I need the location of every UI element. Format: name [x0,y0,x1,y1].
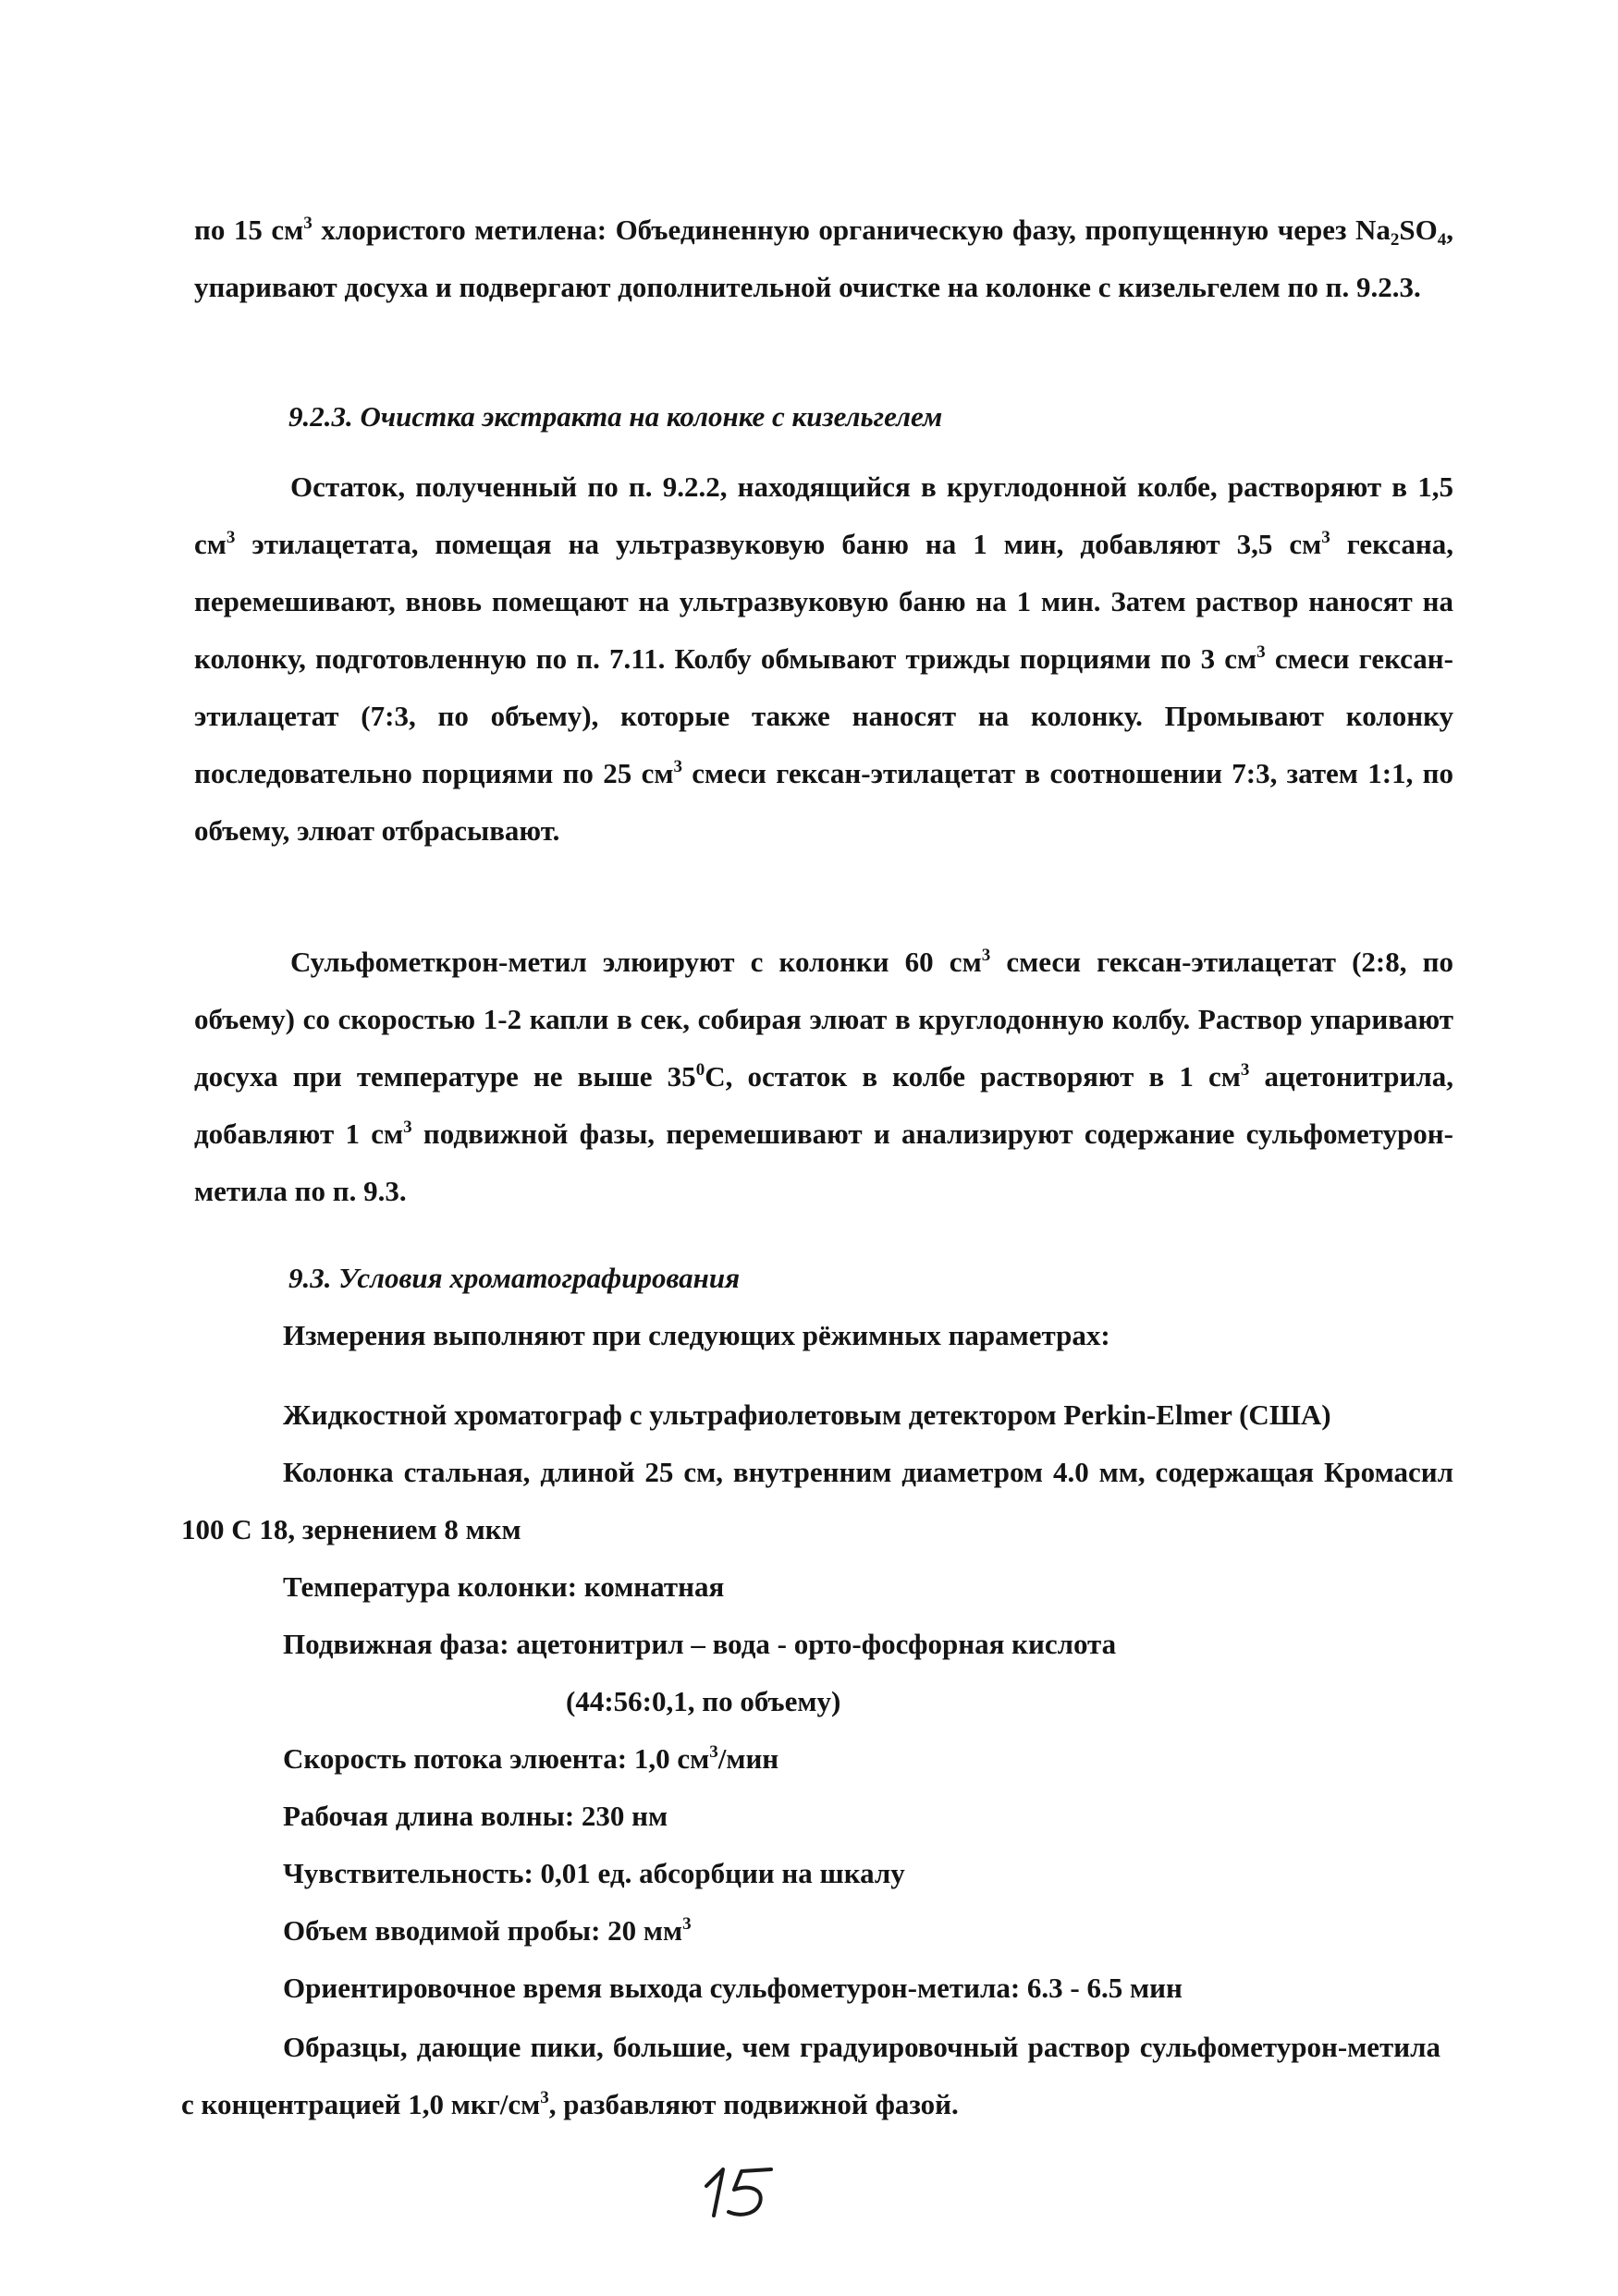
text-segment: по 15 см [194,214,304,246]
text-segment: гексана, перемешивают, вновь помещают на ультразвуковую баню на 1 мин. Затем раствор наносят на колонку, подготовленную по п. 7.11. Колбу обмывают трижды порциями по 3 см [194,528,1453,675]
superscript: 3 [1256,642,1266,662]
text-segment: Образцы, дающие пики, большие, чем градуировочный раствор сульфометурон-метила с концентрацией 1,0 мкг/см [181,2031,1440,2120]
conditions-intro: Измерения выполняют при следующих рёжимных параметрах: [283,1319,1110,1351]
superscript: 0 [695,1060,705,1080]
text-segment: хлористого метилена: Объединенную органическую фазу, пропущенную через Na [312,214,1391,246]
superscript: 3 [226,528,236,547]
wavelength-line: Рабочая длина волны: 230 нм [283,1800,668,1832]
injection-volume-line [283,1902,692,1960]
mobile-phase-line: Подвижная фаза: ацетонитрил – вода - орто-фосфорная кислота [283,1628,1117,1660]
text-segment: Объем вводимой пробы: 20 мм [283,1914,683,1947]
subscript: 4 [1437,230,1447,250]
mobile-phase-ratio-line: (44:56:0,1, по объему) [566,1685,841,1717]
text-segment: смеси гексан-этилацетат (2:8, по объему) со скоростью 1-2 капли в сек, собирая элюат в круглодонную колбу. Раствор упаривают досуха при температуре не выше 35 [194,946,1453,1093]
flow-rate-line [283,1730,778,1788]
text-segment: С, остаток в колбе растворяют в 1 см [705,1060,1241,1093]
paragraph-continuation [194,202,1453,316]
section-heading-9-2-3: 9.2.3. Очистка экстракта на колонке с кизельгелем [288,400,943,433]
page-number-stroke-5 [729,2169,771,2215]
page-number-stroke-1 [706,2169,723,2216]
superscript: 3 [303,214,313,233]
superscript: 3 [682,1914,692,1934]
text-segment: SO [1399,214,1438,246]
text-segment: Остаток, полученный по п. 9.2.2, находящийся в круглодонной колбе, растворяют в 1,5 см [194,470,1453,560]
retention-time-line: Ориентировочное время выхода сульфометурон-метила: 6.3 - 6.5 мин [283,1972,1183,2004]
subscript: 2 [1390,230,1400,250]
column-text: Колонка стальная, длиной 25 см, внутренним диаметром 4.0 мм, содержащая Кромасил 100 С 18, зернением 8 мкм [181,1456,1453,1545]
text-segment: /мин [717,1742,779,1775]
text-segment: подвижной фазы, перемешивают и анализируют содержание сульфометурон-метила по п. 9.3. [194,1117,1453,1207]
page-number-label: 15 [693,2158,695,2159]
text-segment: ацетонитрила, добавляют 1 см [194,1060,1453,1150]
superscript: 3 [709,1742,718,1762]
text-segment: смеси гексан-этилацетат (7:3, по объему), которые также наносят на колонку. Промывают колонку последовательно порциями по 25 см [194,642,1453,789]
paragraph-elution [194,934,1453,1220]
superscript: 3 [403,1117,412,1137]
column-temperature-line: Температура колонки: комнатная [283,1570,725,1603]
paragraph-dilution [181,2019,1440,2133]
sensitivity-line: Чувствительность: 0,01 ед. абсорбции на шкалу [283,1857,905,1889]
section-heading-9-3: 9.3. Условия хроматографирования [288,1262,741,1294]
superscript: 3 [981,946,991,965]
text-segment: , упаривают досуха и подвергают дополнительной очистке на колонке с кизельгелем по п. 9.2.3. [194,214,1453,303]
text-segment: Сульфометкрон-метил элюируют с колонки 60 см [290,946,982,978]
text-segment: этилацетата, помещая на ультразвуковую баню на 1 мин, добавляют 3,5 см [235,528,1322,560]
superscript: 3 [673,757,682,776]
paragraph-extract-cleanup [194,458,1453,860]
text-segment: смеси гексан-этилацетат в соотношении 7:3, затем 1:1, по объему, элюат отбрасывают. [194,757,1453,847]
superscript: 3 [1240,1060,1250,1080]
text-segment: , разбавляют подвижной фазой. [548,2088,959,2120]
chromatograph-line: Жидкостной хроматограф с ультрафиолетовым детектором Perkin-Elmer (США) [283,1398,1331,1431]
column-description [181,1444,1453,1558]
text-segment: Скорость потока элюента: 1,0 см [283,1742,710,1775]
superscript: 3 [1321,528,1330,547]
page-number [693,2158,777,2223]
superscript: 3 [540,2088,549,2107]
